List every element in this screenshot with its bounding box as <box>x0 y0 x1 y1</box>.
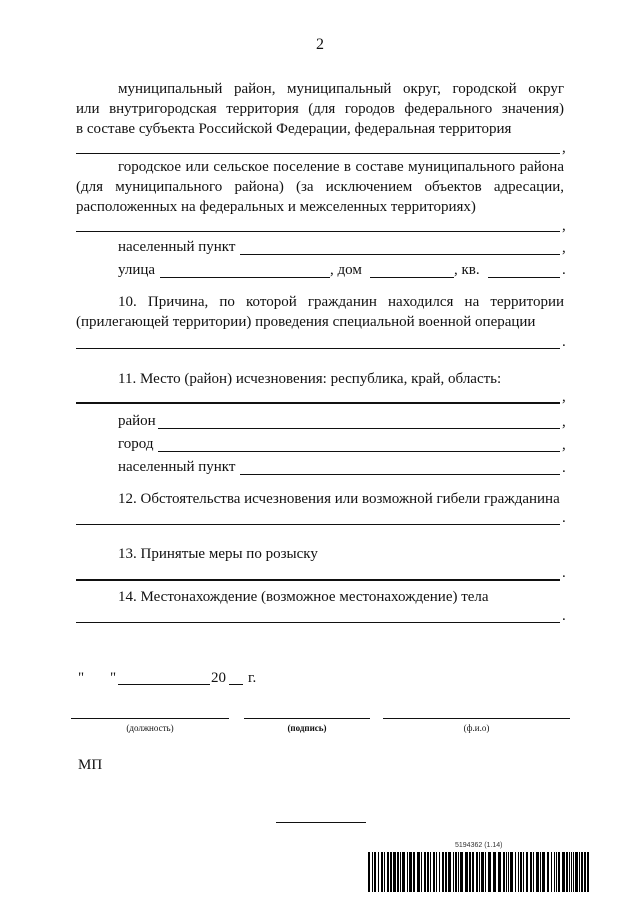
locality-field-line-2[interactable] <box>240 474 560 475</box>
municipal-text-line1: муниципальный район, муниципальный округ, городской округ <box>118 81 564 97</box>
locality-label: населенный пункт <box>118 239 236 255</box>
period: . <box>562 460 566 476</box>
item11-text: 11. Место (район) исчезновения: республика, край, область: <box>118 371 502 387</box>
house-label: , дом <box>330 262 362 278</box>
house-field-line[interactable] <box>370 277 454 278</box>
street-field-line[interactable] <box>160 277 330 278</box>
period: . <box>562 334 566 350</box>
date-month-field-line[interactable] <box>118 684 210 685</box>
street-label: улица <box>118 262 156 278</box>
date-year-suffix: г. <box>248 670 257 686</box>
comma: , <box>562 437 566 453</box>
comma: , <box>562 140 566 156</box>
date-year-field-line[interactable] <box>229 684 243 685</box>
item10-line1: 10. Причина, по которой гражданин находился на территории <box>118 294 564 310</box>
settlement-text-line3: расположенных на федеральных и межселенных территориях) <box>76 199 476 215</box>
locality-field-line[interactable] <box>240 254 560 255</box>
item13-field-line[interactable] <box>76 579 560 581</box>
comma: , <box>562 218 566 234</box>
position-field-line[interactable] <box>71 718 229 719</box>
item10-field-line[interactable] <box>76 348 560 349</box>
municipal-text-line3: в составе субъекта Российской Федерации, федеральная территория <box>76 121 512 137</box>
fio-caption: (ф.и.о) <box>463 723 490 733</box>
signature-caption: (подпись) <box>287 723 327 733</box>
apt-label: , кв. <box>454 262 480 278</box>
signature-field-line[interactable] <box>244 718 370 719</box>
item13-text: 13. Принятые меры по розыску <box>118 546 318 562</box>
item12-text: 12. Обстоятельства исчезновения или возможной гибели гражданина <box>118 491 560 507</box>
item12-field-line[interactable] <box>76 524 560 525</box>
date-year-prefix: 20 <box>211 670 226 686</box>
locality-label-2: населенный пункт <box>118 459 236 475</box>
page-number: 2 <box>316 36 324 53</box>
comma: , <box>562 389 566 405</box>
fio-field-line[interactable] <box>383 718 570 719</box>
barcode-icon <box>368 852 590 892</box>
district-field-line[interactable] <box>158 428 560 429</box>
settlement-field-line[interactable] <box>76 231 560 232</box>
settlement-text-line2: (для муниципального района) (за исключением объектов адресации, <box>76 179 564 195</box>
period: . <box>562 608 566 624</box>
separator-line <box>276 822 366 823</box>
period: . <box>562 565 566 581</box>
item14-field-line[interactable] <box>76 622 560 623</box>
municipal-field-line[interactable] <box>76 153 560 154</box>
date-quote-open: " <box>78 670 85 686</box>
city-label: город <box>118 436 154 452</box>
doc-code: 5194362 (1.14) <box>455 842 503 849</box>
item14-text: 14. Местонахождение (возможное местонахождение) тела <box>118 589 489 605</box>
period: . <box>562 510 566 526</box>
item10-line2: (прилегающей территории) проведения специальной военной операции <box>76 314 536 330</box>
region-field-line[interactable] <box>76 402 560 404</box>
position-caption: (должность) <box>126 723 174 733</box>
apt-field-line[interactable] <box>488 277 560 278</box>
municipal-text-line2: или внутригородская территория (для городов федерального значения) <box>76 101 564 117</box>
period: . <box>562 262 566 278</box>
date-quote-close: " <box>110 670 117 686</box>
comma: , <box>562 240 566 256</box>
stamp-label: МП <box>78 757 103 773</box>
city-field-line[interactable] <box>158 451 560 452</box>
comma: , <box>562 414 566 430</box>
settlement-text-line1: городское или сельское поселение в составе муниципального района <box>118 159 564 175</box>
district-label: район <box>118 413 156 429</box>
